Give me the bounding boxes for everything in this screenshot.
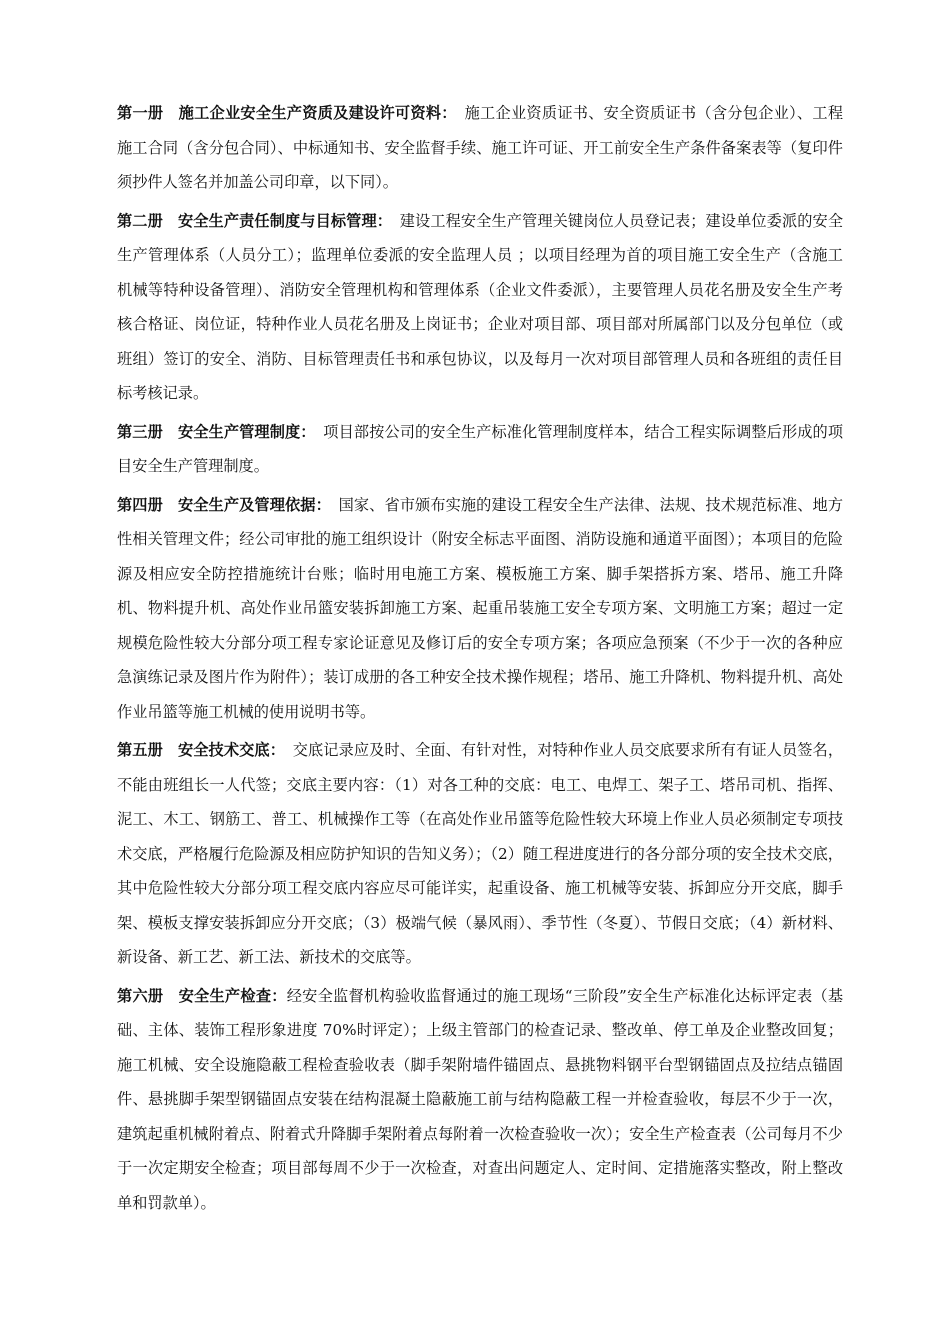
section-volume-5 bbox=[117, 733, 843, 975]
section-volume-6 bbox=[117, 979, 843, 1221]
section-volume-3 bbox=[117, 415, 843, 484]
volume-number: 第三册 bbox=[117, 422, 163, 441]
section-volume-1 bbox=[117, 96, 843, 200]
volume-number: 第四册 bbox=[117, 495, 163, 514]
volume-number: 第二册 bbox=[117, 211, 163, 230]
section-body: 国家、省市颁布实施的建设工程安全生产法律、法规、技术规范标准、地方性相关管理文件；经公司审批的施工组织设计（附安全标志平面图、消防设施和通道平面图）；本项目的危险源及相应安全防控措施统计台账；临时用电施工方案、模板施工方案、脚手架搭拆方案、塔吊、施工升降机、物料提升机、高处作业吊篮安装拆卸施工方案、起重吊装施工安全专项方案、文明施工方案；超过一定规模危险性较大分部分项工程专家论证意见及修订后的安全专项方案；各项应急预案（不少于一次的各种应急演练记录及图片作为附件）；装订成册的各工种安全技术操作规程；塔吊、施工升降机、物料提升机、高处作业吊篮等施工机械的使用说明书等。 bbox=[117, 495, 844, 721]
heading-separator: ： bbox=[376, 211, 400, 230]
section-volume-2 bbox=[117, 204, 843, 411]
volume-number: 第五册 bbox=[117, 741, 163, 759]
section-body: 经安全监督机构验收监督通过的施工现场“三阶段”安全生产标准化达标评定表（基础、主体、装饰工程形象进度 70%时评定）；上级主管部门的检查记录、整改单、停工单及企业整改回复；施工机械、安全设施隐蔽工程检查验收表（脚手架附墙件锚固点、悬挑物料钢平台型钢锚固点及拉结点锚固件、悬挑脚手架型钢锚固点安装在结构混凝土隐蔽施工前与结构隐蔽工程一并检查验收，每层不少于一次，建筑起重机械附着点、附着式升降脚手架附着点每附着一次检查验收一次）；安全生产检查表（公司每月不少于一次定期安全检查；项目部每周不少于一次检查，对查出问题定人、定时间、定措施落实整改，附上整改单和罚款单）。 bbox=[117, 986, 844, 1212]
section-body: 施工企业资质证书、安全资质证书（含分包企业）、工程施工合同（含分包合同）、中标通知书、安全监督手续、施工许可证、开工前安全生产条件备案表等（复印件须抄件人签名并加盖公司印章，以下同）。 bbox=[117, 104, 844, 191]
section-body: 交底记录应及时、全面、有针对性，对特种作业人员交底要求所有有证人员签名，不能由班组长一人代签；交底主要内容：（1）对各工种的交底：电工、电焊工、架子工、塔吊司机、指挥、泥工、木工、钢筋工、普工、机械操作工等（在高处作业吊篮等危险性较大环境上作业人员必须制定专项技术交底，严格履行危险源及相应防护知识的告知义务）；（2）随工程进度进行的各分部分项的安全技术交底，其中危险性较大分部分项工程交底内容应尽可能详实，起重设备、施工机械等安装、拆卸应分开交底，脚手架、模板支撑安装拆卸应分开交底；（3）极端气候（暴风雨）、季节性（冬夏）、节假日交底；（4）新材料、新设备、新工艺、新工法、新技术的交底等。 bbox=[117, 741, 844, 966]
section-heading: 安全生产管理制度 bbox=[177, 422, 301, 441]
section-heading: 安全技术交底 bbox=[177, 741, 270, 759]
section-body: 建设工程安全生产管理关键岗位人员登记表；建设单位委派的安全生产管理体系（人员分工）；监理单位委派的安全监理人员 ；以项目经理为首的项目施工安全生产（含施工机械等特种设备管理）、消防安全管理机构和管理体系（企业文件委派），主要管理人员花名册及安全生产考核合格证、岗位证，特种作业人员花名册及上岗证书；企业对项目部、项目部对所属部门以及分包单位（或班组）签订的安全、消防、目标管理责任书和承包协议，以及每月一次对项目部管理人员和各班组的责任目标考核记录。 bbox=[117, 211, 844, 402]
section-volume-4 bbox=[117, 488, 843, 730]
heading-separator: ： bbox=[271, 986, 287, 1005]
heading-separator: ： bbox=[315, 495, 339, 514]
section-heading: 安全生产及管理依据 bbox=[177, 495, 316, 514]
section-heading: 施工企业安全生产资质及建设许可资料 bbox=[178, 104, 442, 122]
heading-separator: ： bbox=[300, 422, 324, 441]
section-heading: 安全生产检查 bbox=[178, 986, 272, 1005]
heading-separator: ： bbox=[269, 741, 293, 759]
heading-separator: ： bbox=[441, 104, 465, 122]
document-page bbox=[117, 96, 843, 1224]
volume-number: 第六册 bbox=[117, 986, 164, 1005]
volume-number: 第一册 bbox=[117, 104, 164, 122]
section-heading: 安全生产责任制度与目标管理 bbox=[177, 211, 377, 230]
section-body: 项目部按公司的安全生产标准化管理制度样本，结合工程实际调整后形成的项目安全生产管理制度。 bbox=[117, 422, 844, 475]
